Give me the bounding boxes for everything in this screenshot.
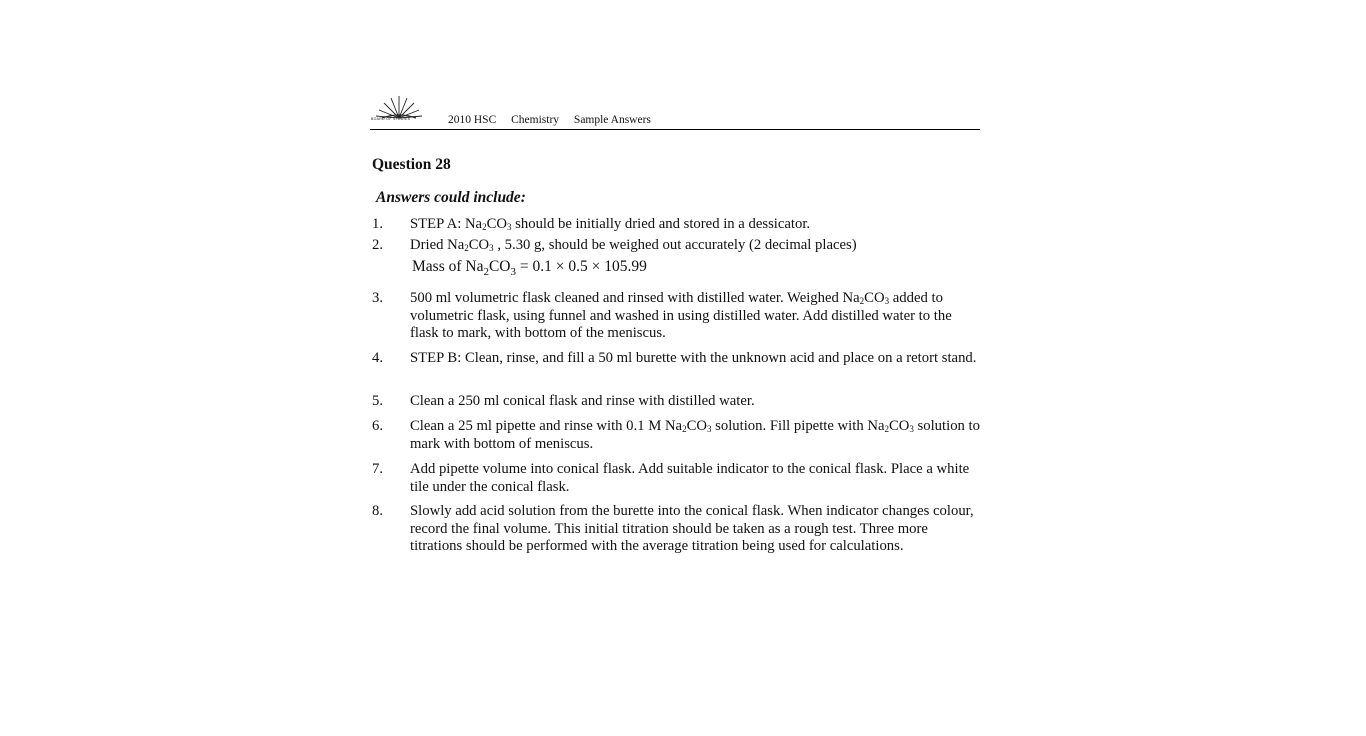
item-number: 7.	[372, 461, 384, 477]
item-text: Dried $Na_2CO_3$ , 5.30 g, should be weighed out accurately (2 decimal places)	[410, 237, 857, 253]
header-subject: Chemistry	[511, 114, 560, 126]
answer-item	[372, 418, 980, 453]
item-text: Clean a 25 ml pipette and rinse with 0.1 M $Na_2CO_3$ solution. Fill pipette with $Na_2CO_3$ solution to mark with bottom of meniscus.	[410, 418, 980, 452]
header-exam: 2010 HSC	[448, 114, 497, 126]
answers-intro: Answers could include:	[376, 189, 526, 206]
item-text: 500 ml volumetric flask cleaned and rinsed with distilled water. Weighed $Na_2CO_3$ added to volumetric flask, using funnel and washed in using distilled water. Add distilled water to the flask to mark, with bottom of the meniscus.	[410, 290, 952, 341]
answer-item	[372, 216, 980, 234]
item-number: 2.	[372, 237, 384, 253]
document-page	[370, 88, 980, 554]
question-title: Question 28	[372, 156, 451, 173]
header-doc-type: Sample Answers	[573, 114, 651, 126]
item-number: 5.	[372, 393, 384, 409]
answer-item	[372, 237, 980, 255]
page-header	[370, 88, 980, 130]
item-text: STEP A: $Na_2CO_3$ should be initially dried and stored in a dessicator.	[410, 216, 811, 232]
answer-item	[372, 461, 980, 496]
item-number: 1.	[372, 216, 384, 232]
item-number: 3.	[372, 290, 384, 306]
item-text: Clean a 250 ml conical flask and rinse with distilled water.	[410, 393, 755, 409]
answer-item	[372, 350, 980, 368]
item-text: Slowly add acid solution from the burette into the conical flask. When indicator changes colour, record the final volume. This initial titration should be taken as a rough test. Three more titrations should be performed with the average titration being used for calculations.	[410, 503, 974, 554]
item-number: 4.	[372, 350, 384, 366]
answer-item	[372, 503, 980, 556]
answer-item	[372, 393, 980, 411]
item-number: 8.	[372, 503, 384, 519]
item-number: 6.	[372, 418, 384, 434]
item-text: Add pipette volume into conical flask. Add suitable indicator to the conical flask. Place a white tile under the conical flask.	[410, 461, 970, 495]
logo-text: BOARD OF STUDIES	[371, 117, 411, 121]
item-text: STEP B: Clean, rinse, and fill a 50 ml burette with the unknown acid and place on a retort stand.	[410, 350, 977, 366]
answer-item	[372, 290, 980, 343]
mass-formula: Mass of $Na_2CO_3 = 0.1 \times 0.5 \times 105.99$	[412, 258, 647, 278]
